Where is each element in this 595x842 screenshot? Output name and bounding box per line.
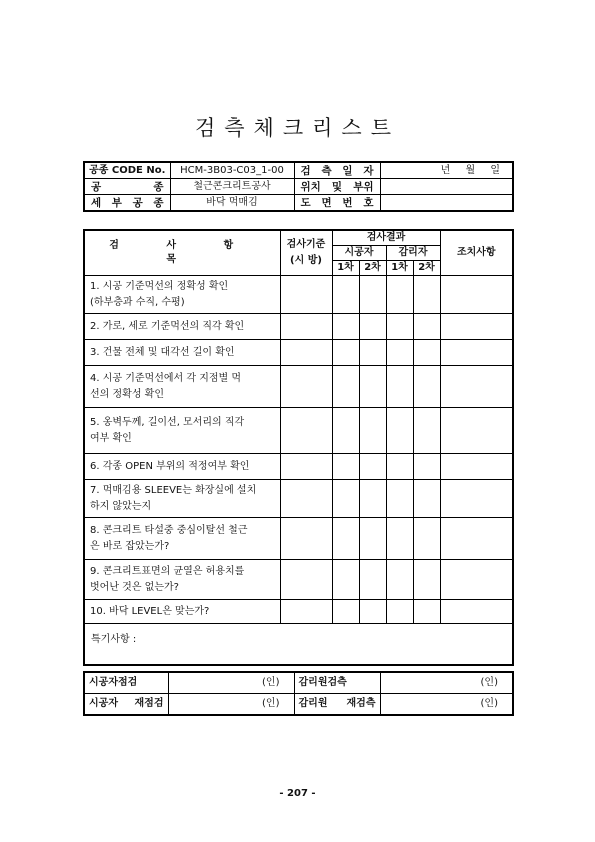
contractor-1st-cell[interactable] [332, 314, 359, 340]
header-contractor-2nd: 2차 [359, 261, 386, 276]
supervisor-check-label: 감리원검측 [294, 672, 380, 694]
header-standard [280, 230, 332, 276]
action-cell[interactable] [440, 276, 513, 314]
item-line2: 벗어난 것은 없는가? [90, 581, 179, 593]
action-cell[interactable] [440, 408, 513, 454]
info-row-subwork [84, 195, 513, 212]
supervisor-2nd-cell[interactable] [413, 600, 440, 624]
remarks-row [84, 624, 513, 666]
supervisor-1st-cell[interactable] [386, 366, 413, 408]
header-item [84, 230, 280, 276]
supervisor-2nd-cell[interactable] [413, 454, 440, 480]
supervisor-1st-cell[interactable] [386, 276, 413, 314]
supervisor-2nd-cell[interactable] [413, 518, 440, 560]
table-row [84, 276, 513, 314]
contractor-2nd-cell[interactable] [359, 408, 386, 454]
contractor-1st-cell[interactable] [332, 560, 359, 600]
supervisor-2nd-cell[interactable] [413, 560, 440, 600]
document-title: 검측체크리스트 [194, 116, 400, 140]
standard-cell[interactable] [280, 454, 332, 480]
item-line1: 8. 콘크리트 타설중 중심이탈선 철근 [90, 524, 248, 536]
header-item-label: 검 사 항 목 [109, 240, 256, 265]
supervisor-recheck-stamp[interactable]: (인) [380, 694, 513, 716]
header-standard-line1: 검사기준 [286, 239, 326, 250]
info-table [83, 161, 514, 212]
item-line1: 9. 콘크리트표면의 균열은 허용치를 [90, 565, 245, 577]
action-cell[interactable] [440, 600, 513, 624]
item-text [84, 408, 280, 454]
header-contractor: 시공자 [332, 246, 386, 261]
contractor-1st-cell[interactable] [332, 276, 359, 314]
item-text [84, 366, 280, 408]
page-number: - 207 - [279, 788, 316, 799]
item-text [84, 276, 280, 314]
supervisor-2nd-cell[interactable] [413, 340, 440, 366]
action-cell[interactable] [440, 454, 513, 480]
supervisor-2nd-cell[interactable] [413, 480, 440, 518]
item-line1: 5. 옹벽두께, 길이선, 모서리의 직각 [90, 416, 245, 428]
contractor-check-stamp[interactable]: (인) [168, 672, 294, 694]
action-cell[interactable] [440, 480, 513, 518]
contractor-2nd-cell[interactable] [359, 518, 386, 560]
table-row [84, 560, 513, 600]
supervisor-1st-cell[interactable] [386, 340, 413, 366]
table-row [84, 314, 513, 340]
checklist-table [83, 229, 514, 666]
contractor-2nd-cell[interactable] [359, 314, 386, 340]
supervisor-2nd-cell[interactable] [413, 408, 440, 454]
item-line1: 4. 시공 기준먹선에서 각 지점별 먹 [90, 372, 242, 384]
action-cell[interactable] [440, 340, 513, 366]
standard-cell[interactable] [280, 560, 332, 600]
signature-row-recheck [84, 694, 513, 716]
action-cell[interactable] [440, 560, 513, 600]
signature-table [83, 671, 514, 716]
header-result: 검사결과 [332, 230, 440, 246]
location-value[interactable] [380, 179, 513, 195]
contractor-1st-cell[interactable] [332, 600, 359, 624]
remarks-field[interactable] [84, 624, 513, 666]
header-contractor-1st: 1차 [332, 261, 359, 276]
item-line1: 7. 먹매김용 SLEEVE는 화장실에 설치 [90, 484, 257, 496]
supervisor-1st-cell[interactable] [386, 480, 413, 518]
table-row [84, 480, 513, 518]
contractor-1st-cell[interactable] [332, 518, 359, 560]
contractor-1st-cell[interactable] [332, 408, 359, 454]
subwork-value[interactable]: 바닥 먹매김 [170, 195, 294, 212]
contractor-1st-cell[interactable] [332, 340, 359, 366]
contractor-2nd-cell[interactable] [359, 276, 386, 314]
supervisor-recheck-label: 감리원 재검측 [294, 694, 380, 716]
contractor-1st-cell[interactable] [332, 480, 359, 518]
supervisor-2nd-cell[interactable] [413, 314, 440, 340]
table-row [84, 600, 513, 624]
table-row [84, 340, 513, 366]
supervisor-1st-cell[interactable] [386, 560, 413, 600]
remarks-label: 특기사항 : [91, 634, 137, 645]
contractor-1st-cell[interactable] [332, 366, 359, 408]
supervisor-1st-cell[interactable] [386, 518, 413, 560]
contractor-2nd-cell[interactable] [359, 454, 386, 480]
contractor-2nd-cell[interactable] [359, 340, 386, 366]
drawing-value[interactable] [380, 195, 513, 212]
standard-cell[interactable] [280, 480, 332, 518]
work-value[interactable]: 철근콘크리트공사 [170, 179, 294, 195]
date-value[interactable]: 년 월 일 [380, 162, 513, 179]
contractor-recheck-stamp[interactable]: (인) [168, 694, 294, 716]
supervisor-1st-cell[interactable] [386, 454, 413, 480]
code-label: 공종 CODE No. [84, 162, 170, 179]
header-standard-line2: (시 방) [290, 255, 322, 266]
info-row-code [84, 162, 513, 179]
subwork-label: 세 부 공 종 [84, 195, 170, 212]
info-row-work [84, 179, 513, 195]
table-row [84, 408, 513, 454]
item-text: 10. 바닥 LEVEL은 맞는가? [84, 600, 280, 624]
action-cell[interactable] [440, 366, 513, 408]
contractor-2nd-cell[interactable] [359, 366, 386, 408]
action-cell[interactable] [440, 518, 513, 560]
contractor-2nd-cell[interactable] [359, 560, 386, 600]
contractor-2nd-cell[interactable] [359, 600, 386, 624]
table-row [84, 454, 513, 480]
standard-cell[interactable] [280, 408, 332, 454]
header-action: 조치사항 [440, 230, 513, 276]
standard-cell[interactable] [280, 518, 332, 560]
date-label: 검 측 일 자 [294, 162, 380, 179]
supervisor-1st-cell[interactable] [386, 314, 413, 340]
standard-cell[interactable] [280, 600, 332, 624]
supervisor-2nd-cell[interactable] [413, 366, 440, 408]
standard-cell[interactable] [280, 314, 332, 340]
item-line2: (하부층과 수직, 수평) [90, 296, 185, 308]
header-supervisor-1st: 1차 [386, 261, 413, 276]
item-text [84, 518, 280, 560]
contractor-check-label: 시공자점검 [84, 672, 168, 694]
item-line1: 1. 시공 기준먹선의 정확성 확인 [90, 280, 229, 292]
standard-cell[interactable] [280, 366, 332, 408]
work-label: 공 종 [84, 179, 170, 195]
supervisor-2nd-cell[interactable] [413, 276, 440, 314]
standard-cell[interactable] [280, 276, 332, 314]
table-row [84, 518, 513, 560]
item-line2: 하지 않았는지 [90, 500, 152, 512]
header-supervisor-2nd: 2차 [413, 261, 440, 276]
item-text [84, 560, 280, 600]
item-text: 3. 건물 전체 및 대각선 길이 확인 [84, 340, 280, 366]
contractor-1st-cell[interactable] [332, 454, 359, 480]
drawing-label: 도 면 번 호 [294, 195, 380, 212]
code-value[interactable]: HCM-3B03-C03_1-00 [170, 162, 294, 179]
location-label: 위치 및 부위 [294, 179, 380, 195]
item-text: 2. 가로, 세로 기준먹선의 직각 확인 [84, 314, 280, 340]
header-row-1 [84, 230, 513, 246]
item-line2: 선의 정확성 확인 [90, 388, 164, 400]
action-cell[interactable] [440, 314, 513, 340]
header-supervisor: 감리자 [386, 246, 440, 261]
standard-cell[interactable] [280, 340, 332, 366]
signature-row-check [84, 672, 513, 694]
item-text [84, 480, 280, 518]
supervisor-check-stamp[interactable]: (인) [380, 672, 513, 694]
table-row [84, 366, 513, 408]
item-text: 6. 각종 OPEN 부위의 적정여부 확인 [84, 454, 280, 480]
item-line2: 은 바로 잡았는가? [90, 540, 170, 552]
contractor-recheck-label: 시공자 재점검 [84, 694, 168, 716]
contractor-2nd-cell[interactable] [359, 480, 386, 518]
item-line2: 여부 확인 [90, 432, 132, 444]
supervisor-1st-cell[interactable] [386, 408, 413, 454]
supervisor-1st-cell[interactable] [386, 600, 413, 624]
